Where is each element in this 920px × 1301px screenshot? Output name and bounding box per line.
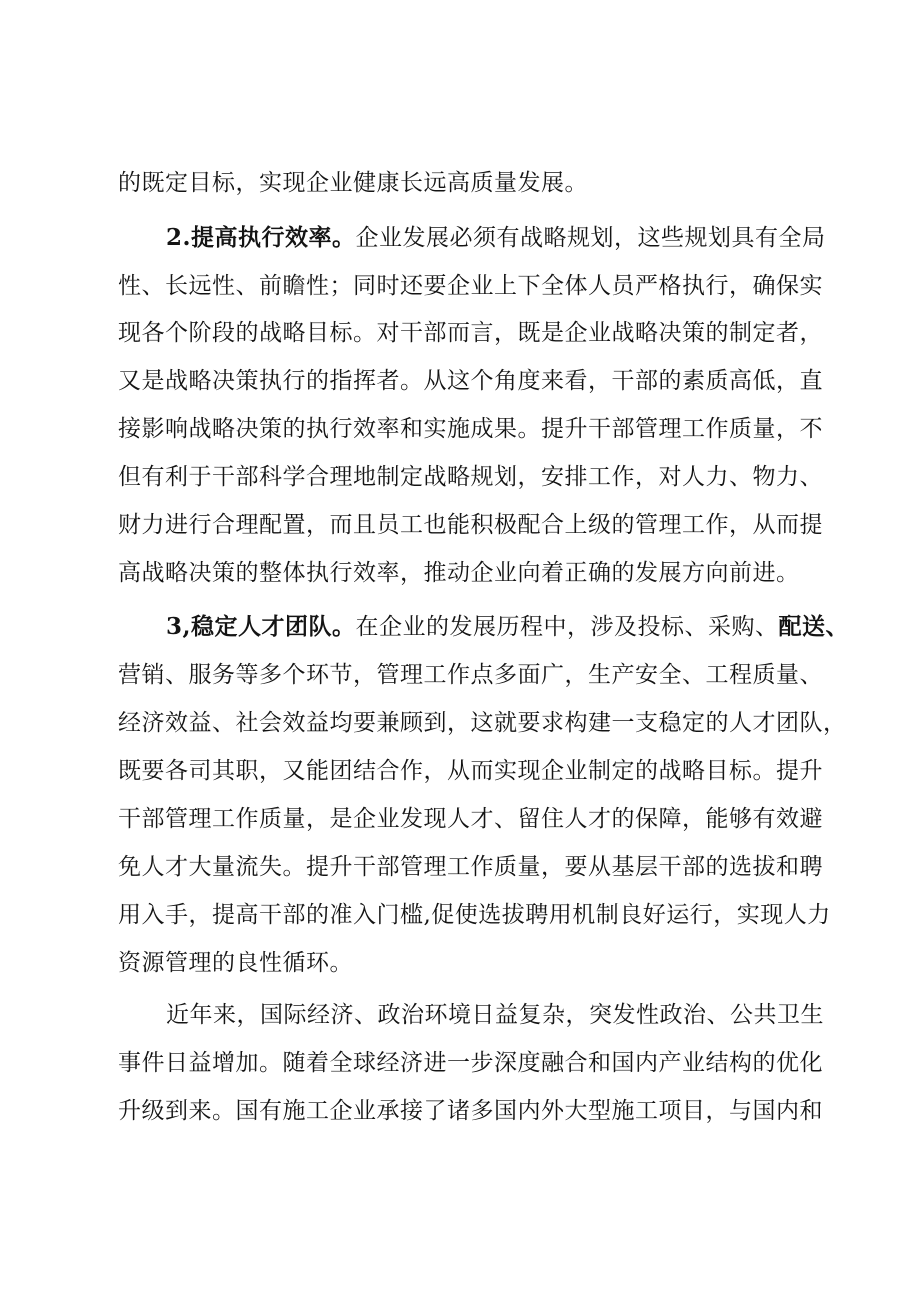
line-text: 近年来，国际经济、政治环境日益复杂，突发性政治、公共卫生 — [166, 1002, 824, 1028]
paragraph-line — [118, 756, 823, 786]
paragraph-line — [118, 1048, 823, 1078]
line-text: 升级到来。国有施工企业承接了诸多国内外大型施工项目，与国内和 — [118, 1098, 823, 1124]
line-text: 现各个阶段的战略目标。对干部而言，既是企业战略决策的制定者， — [118, 320, 823, 346]
line-text: 营销、服务等多个环节，管理工作点多面广，生产安全、工程质量、 — [118, 662, 823, 688]
line-text: 资源管理的良性循环。 — [118, 950, 353, 976]
line-text: 财力进行合理配置，而且员工也能积极配合上级的管理工作，从而提 — [118, 512, 823, 538]
line-text: 既要各司其职，又能团结合作，从而实现企业制定的战略目标。提升 — [118, 758, 823, 784]
section-heading-line — [166, 223, 826, 253]
line-text: 高战略决策的整体执行效率，推动企业向着正确的发展方向前进。 — [118, 560, 800, 586]
paragraph-line — [118, 318, 823, 348]
line-text: 企业发展必须有战略规划，这些规划具有全局 — [355, 225, 826, 251]
paragraph-line — [118, 462, 823, 492]
paragraph-line — [118, 168, 818, 198]
paragraph-line — [118, 271, 823, 301]
paragraph-line — [118, 558, 818, 588]
section-heading-talent: 3,稳定人才团队。 — [166, 613, 356, 640]
section-heading-line — [166, 612, 850, 642]
paragraph-line — [118, 510, 823, 540]
paragraph-line — [118, 948, 818, 978]
line-text: 又是战略决策执行的指挥者。从这个角度来看，干部的素质高低，直 — [118, 368, 823, 394]
paragraph-line — [118, 366, 823, 396]
paragraph-line — [118, 900, 831, 930]
line-text: 干部管理工作质量，是企业发现人才、留住人才的保障，能够有效避 — [118, 806, 823, 832]
line-text: 性、长远性、前瞻性；同时还要企业上下全体人员严格执行，确保实 — [118, 273, 823, 299]
line-text: 用入手，提高干部的准入门槛,促使选拔聘用机制良好运行，实现人力 — [118, 902, 831, 928]
line-text: 但有利于干部科学合理地制定战略规划，安排工作，对人力、物力、 — [118, 464, 823, 490]
section-heading-execution: 2.提高执行效率。 — [166, 224, 356, 251]
line-text: 的既定目标，实现企业健康长远高质量发展。 — [118, 170, 588, 196]
paragraph-line — [118, 660, 823, 690]
line-text-bold: 配送、 — [778, 613, 850, 640]
paragraph-line — [118, 708, 847, 738]
line-text: 免人才大量流失。提升干部管理工作质量，要从基层干部的选拔和聘 — [118, 854, 823, 880]
paragraph-line — [118, 414, 823, 444]
line-text: 接影响战略决策的执行效率和实施成果。提升干部管理工作质量，不 — [118, 416, 823, 442]
paragraph-line — [118, 852, 823, 882]
line-text: 事件日益增加。随着全球经济进一步深度融合和国内产业结构的优化 — [118, 1050, 823, 1076]
paragraph-line — [118, 804, 823, 834]
paragraph-line — [118, 1096, 823, 1126]
line-text: 经济效益、社会效益均要兼顾到，这就要求构建一支稳定的人才团队， — [118, 710, 847, 736]
paragraph-line — [166, 1000, 824, 1030]
line-text: 在企业的发展历程中，涉及投标、采购、 — [355, 614, 779, 640]
